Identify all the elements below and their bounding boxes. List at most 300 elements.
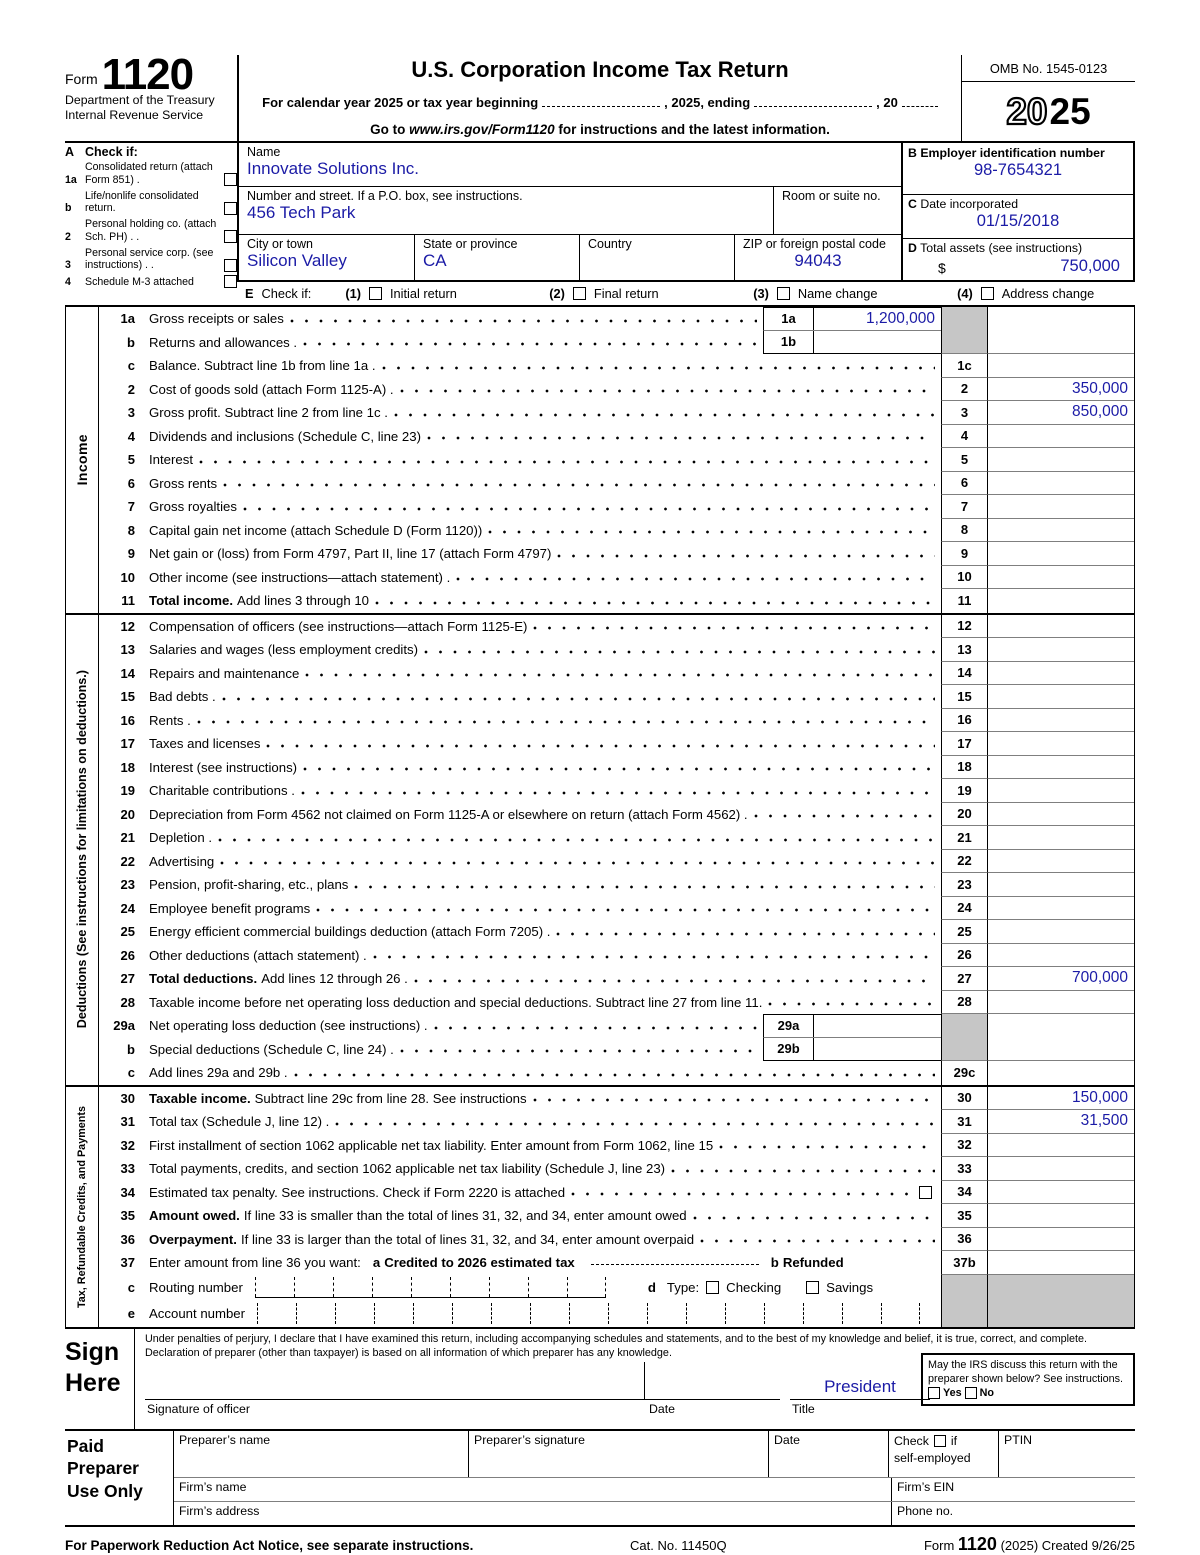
- street-value[interactable]: 456 Tech Park: [247, 203, 356, 222]
- form-line-35: 35 Amount owed. If line 33 is smaller than the total of lines 31, 32, and 34, enter amount owed 35: [99, 1204, 1134, 1228]
- line-29c-amount[interactable]: [987, 1061, 1134, 1085]
- calendar-mid: , 2025, ending: [664, 95, 751, 110]
- date-incorporated-value[interactable]: 01/15/2018: [976, 212, 1060, 230]
- if-label: if: [950, 1433, 958, 1448]
- form-line-30: 30 Taxable income. Subtract line 29c from line 28. See instructions 30 150,000: [99, 1087, 1134, 1111]
- room-field[interactable]: [773, 187, 901, 234]
- form-line-21: 21 Depletion . 21: [99, 826, 1134, 850]
- e-checkbox-1[interactable]: [369, 287, 382, 300]
- firm-name-field[interactable]: [174, 1478, 892, 1501]
- name-label: Name: [247, 145, 281, 159]
- state-field[interactable]: [414, 235, 579, 280]
- dot-leader: [488, 524, 935, 536]
- dot-leader: [290, 313, 757, 325]
- dot-leader: [400, 383, 935, 395]
- dot-leader: [303, 336, 757, 348]
- form-line-20: 20 Depreciation from Form 4562 not claimed on Form 1125-A or elsewhere on return (attach Form 4562) . 20: [99, 803, 1134, 827]
- dot-leader: [354, 879, 935, 891]
- line-10-amount[interactable]: [987, 566, 1134, 590]
- tax-year-beginning-blank[interactable]: [542, 95, 660, 107]
- tax-side-label: Tax, Refundable Credits, and Payments: [66, 1087, 99, 1327]
- date-incorporated-label: Date incorporated: [920, 197, 1019, 211]
- form-title-block: [237, 55, 962, 141]
- ein-label: Employer identification number: [920, 146, 1105, 160]
- line-37b-box-label: 37b: [941, 1251, 987, 1275]
- form-number-block: [65, 50, 237, 141]
- dot-leader: [557, 548, 935, 560]
- line-8-amount[interactable]: [987, 519, 1134, 543]
- city-value[interactable]: Silicon Valley: [247, 251, 347, 270]
- form-line-18: 18 Interest (see instructions) 18: [99, 756, 1134, 780]
- form-line-37c: [99, 1275, 1134, 1301]
- tax-year-ending-blank[interactable]: [754, 95, 872, 107]
- irs-url-link[interactable]: www.irs.gov/Form1120: [409, 122, 555, 137]
- street-label: Number and street. If a P.O. box, see instructions.: [247, 189, 523, 203]
- line-26-amount[interactable]: [987, 944, 1134, 968]
- phone-label: Phone no.: [897, 1503, 954, 1518]
- state-value[interactable]: CA: [423, 251, 447, 270]
- sign-here-label: Sign Here: [65, 1329, 135, 1429]
- tax-year: [962, 82, 1135, 141]
- line-17-amount[interactable]: [987, 732, 1134, 756]
- dot-leader: [768, 996, 935, 1008]
- shaded-cell: [941, 307, 987, 331]
- checkif-1a-checkbox[interactable]: [224, 173, 237, 186]
- e-checkbox-3[interactable]: [777, 287, 790, 300]
- shaded-cell: [941, 1275, 987, 1301]
- routing-number-label: Routing number: [149, 1280, 243, 1295]
- shaded-cell: [987, 1275, 1134, 1301]
- self-employed-field: [889, 1431, 999, 1477]
- form-line-17: 17 Taxes and licenses 17: [99, 732, 1134, 756]
- comb-cell: [567, 1277, 606, 1297]
- line-14-amount[interactable]: [987, 662, 1134, 686]
- line-16-amount[interactable]: [987, 709, 1134, 733]
- form-line-25: 25 Energy efficient commercial buildings deduction (attach Form 7205) . 25: [99, 920, 1134, 944]
- paid-preparer-section: [65, 1431, 1135, 1527]
- line-36-amount[interactable]: [987, 1228, 1134, 1252]
- preparer-date-field[interactable]: [769, 1431, 889, 1477]
- dollar-sign: $: [938, 260, 946, 276]
- form-line-1a: 1a Gross receipts or sales 1a 1,200,000: [99, 307, 1134, 331]
- credited-amount-blank[interactable]: [591, 1264, 759, 1265]
- line-21-amount[interactable]: [987, 826, 1134, 850]
- form-line-37: [99, 1251, 1134, 1275]
- checkif-item: b Life/nonlife consolidated return.: [65, 190, 237, 215]
- preparer-name-field[interactable]: [174, 1431, 469, 1477]
- page-footer: [65, 1527, 1135, 1555]
- line-31-amount[interactable]: 31,500: [987, 1110, 1134, 1134]
- paperwork-notice: For Paperwork Reduction Act Notice, see separate instructions.: [65, 1537, 474, 1553]
- section-e-label: Check if:: [261, 286, 312, 301]
- comb-cell: [372, 1277, 411, 1297]
- phone-field[interactable]: [892, 1502, 1135, 1525]
- line-1a-amount[interactable]: 1,200,000: [866, 309, 935, 327]
- form-line-13: 13 Salaries and wages (less employment credits) 13: [99, 638, 1134, 662]
- line-4-amount[interactable]: [987, 425, 1134, 449]
- line-3-amount[interactable]: 850,000: [987, 401, 1134, 425]
- checking-label: Checking: [726, 1280, 782, 1295]
- account-number-input[interactable]: [257, 1303, 920, 1324]
- form-line-4: 4 Dividends and inclusions (Schedule C, line 23) 4: [99, 425, 1134, 449]
- empty-cell: [987, 307, 1134, 331]
- discuss-yes-checkbox[interactable]: [928, 1387, 940, 1399]
- line-19-amount[interactable]: [987, 779, 1134, 803]
- zip-value[interactable]: 94043: [794, 251, 842, 270]
- form-line-10: 10 Other income (see instructions—attach statement) . 10: [99, 566, 1134, 590]
- title-line[interactable]: [790, 1362, 930, 1400]
- dot-leader: [693, 1210, 935, 1222]
- comb-cell: [725, 1303, 764, 1324]
- dot-leader: [382, 360, 935, 372]
- form-line-2: 2 Cost of goods sold (attach Form 1125-A) . 2 350,000: [99, 378, 1134, 402]
- shaded-cell: [941, 1301, 987, 1327]
- form-line-15: 15 Bad debts . 15: [99, 685, 1134, 709]
- officer-signature-line[interactable]: [145, 1362, 645, 1400]
- empty-cell: [987, 331, 1134, 355]
- comb-cell: [257, 1303, 296, 1324]
- dot-leader: [456, 571, 935, 583]
- e-option: (1) Initial return: [345, 286, 457, 301]
- title-value[interactable]: President: [824, 1376, 896, 1396]
- preparer-name-label: Preparer’s name: [179, 1432, 271, 1447]
- dot-leader: [223, 477, 935, 489]
- firm-address-label: Firm’s address: [179, 1503, 260, 1518]
- line-29b-amount[interactable]: [814, 1038, 941, 1061]
- line-5-amount[interactable]: [987, 448, 1134, 472]
- dot-leader: [400, 1043, 757, 1055]
- dot-leader: [556, 926, 935, 938]
- ptin-label: PTIN: [1004, 1432, 1033, 1447]
- comb-cell: [413, 1303, 452, 1324]
- form-line-28: 28 Taxable income before net operating loss deduction and special deductions. Subtract line 27 from line 11. 28: [99, 991, 1134, 1015]
- form-line-8: 8 Capital gain net income (attach Schedule D (Form 1120)) 8: [99, 519, 1134, 543]
- dot-leader: [197, 714, 935, 726]
- city-field[interactable]: [239, 235, 414, 280]
- comb-cell: [608, 1303, 647, 1324]
- checkif-item: 1a Consolidated return (attach Form 851) .: [65, 161, 237, 186]
- line-27-amount[interactable]: 700,000: [987, 967, 1134, 991]
- form-line-29a: 29a Net operating loss deduction (see instructions) . 29a: [99, 1014, 1134, 1038]
- line-12-amount[interactable]: [987, 615, 1134, 639]
- preparer-date-label: Date: [774, 1432, 800, 1447]
- line-1b-amount[interactable]: [814, 331, 941, 354]
- section-d-letter: D: [908, 241, 917, 255]
- form-line-1b: b Returns and allowances . 1b: [99, 331, 1134, 355]
- inner-amount-box: 1b: [763, 331, 941, 355]
- dot-leader: [375, 595, 935, 607]
- omb-year-block: [962, 55, 1135, 141]
- account-number-label: Account number: [149, 1306, 246, 1321]
- line-34-amount[interactable]: [987, 1181, 1134, 1205]
- dot-leader: [754, 808, 935, 820]
- total-assets-value[interactable]: 750,000: [1060, 257, 1120, 275]
- year-outline: 20: [1006, 91, 1048, 132]
- dot-leader: [316, 902, 935, 914]
- dot-leader: [533, 620, 935, 632]
- form-line-16: 16 Rents . 16: [99, 709, 1134, 733]
- firm-ein-label: Firm’s EIN: [897, 1479, 955, 1494]
- comb-cell: [764, 1303, 803, 1324]
- line-22-amount[interactable]: [987, 850, 1134, 874]
- checking-checkbox[interactable]: [706, 1281, 719, 1294]
- comb-cell: [842, 1303, 881, 1324]
- e-checkbox-2[interactable]: [573, 287, 586, 300]
- sign-here-section: [65, 1329, 1135, 1431]
- dot-leader: [434, 1020, 757, 1032]
- form-line-5: 5 Interest 5: [99, 448, 1134, 472]
- line-9-amount[interactable]: [987, 542, 1134, 566]
- dot-leader: [305, 667, 935, 679]
- comb-cell: [450, 1277, 489, 1297]
- firm-name-label: Firm’s name: [179, 1479, 247, 1494]
- signature-of-officer-label: Signature of officer: [147, 1401, 250, 1416]
- comb-cell: [374, 1303, 413, 1324]
- line-37b-letter: b: [770, 1255, 779, 1271]
- form-line-3: 3 Gross profit. Subtract line 2 from line 1c . 3 850,000: [99, 401, 1134, 425]
- line-11-amount[interactable]: [987, 589, 1134, 613]
- calendar-prefix: For calendar year 2025 or tax year beginning: [262, 95, 539, 110]
- calendar-year-line: [247, 95, 953, 110]
- state-label: State or province: [423, 237, 518, 251]
- form-line-37e: [99, 1301, 1134, 1327]
- dot-leader: [373, 949, 935, 961]
- goto-line: [247, 122, 953, 137]
- form-line-26: 26 Other deductions (attach statement) . 26: [99, 944, 1134, 968]
- line-6-amount[interactable]: [987, 472, 1134, 496]
- checkif-item: 4 Schedule M-3 attached: [65, 275, 237, 288]
- ein-value[interactable]: 98-7654321: [973, 161, 1063, 179]
- section-b-letter: B: [908, 146, 917, 160]
- date-label: Date: [649, 1401, 675, 1416]
- comb-cell: [296, 1303, 335, 1324]
- line-32-amount[interactable]: [987, 1134, 1134, 1158]
- dot-leader: [199, 454, 935, 466]
- comb-cell: [686, 1303, 725, 1324]
- form-line-32: 32 First installment of section 1062 applicable net tax liability. Enter amount from Form 1062, line 15 32: [99, 1134, 1134, 1158]
- dot-leader: [266, 738, 935, 750]
- line-37b-text: Refunded: [782, 1255, 844, 1271]
- empty-cell: [987, 1014, 1134, 1038]
- dot-leader: [301, 785, 935, 797]
- form-line-7: 7 Gross royalties 7: [99, 495, 1134, 519]
- form-line-24: 24 Employee benefit programs 24: [99, 897, 1134, 921]
- deductions-side-label: Deductions (See instructions for limitations on deductions.): [66, 615, 99, 1085]
- preparer-signature-field[interactable]: [469, 1431, 769, 1477]
- checkif-b-checkbox[interactable]: [224, 202, 237, 215]
- line-7-amount[interactable]: [987, 495, 1134, 519]
- comb-cell: [881, 1303, 920, 1324]
- form-line-31: 31 Total tax (Schedule J, line 12) . 31 31,500: [99, 1110, 1134, 1134]
- country-field[interactable]: [579, 235, 734, 280]
- ein-field[interactable]: [903, 143, 1133, 195]
- line-37a-letter: a: [372, 1255, 381, 1271]
- line-24-amount[interactable]: [987, 897, 1134, 921]
- self-employed-checkbox[interactable]: [934, 1435, 946, 1447]
- line-15-amount[interactable]: [987, 685, 1134, 709]
- dot-leader: [427, 430, 935, 442]
- comb-cell: [335, 1303, 374, 1324]
- comb-cell: [530, 1303, 569, 1324]
- line-37e-letter: e: [127, 1306, 135, 1321]
- dot-leader: [719, 1139, 935, 1151]
- savings-label: Savings: [826, 1280, 874, 1295]
- street-field[interactable]: [239, 187, 773, 234]
- savings-checkbox[interactable]: [806, 1281, 819, 1294]
- section-a-check-if: [65, 143, 237, 305]
- line-35-amount[interactable]: [987, 1204, 1134, 1228]
- line-37-text: Enter amount from line 36 you want:: [149, 1255, 361, 1271]
- comb-cell: [294, 1277, 333, 1297]
- line-30-amount[interactable]: 150,000: [987, 1087, 1134, 1111]
- section-e-letter: E: [245, 286, 254, 301]
- form-title: U.S. Corporation Income Tax Return: [411, 57, 789, 82]
- perjury-statement: Under penalties of perjury, I declare that I have examined this return, including accompanying schedules and statements, and to the best of my knowledge and belief, it is true, correct, and complete. Declaration of preparer (other than taxpayer) is based on all information of which preparer has any knowledge.: [145, 1332, 1088, 1359]
- e-option: (3) Name change: [753, 286, 878, 301]
- main-line-table: [65, 305, 1135, 1329]
- title-label: Title: [792, 1401, 815, 1416]
- line-13-amount[interactable]: [987, 638, 1134, 662]
- line-33-amount[interactable]: [987, 1157, 1134, 1181]
- name-value[interactable]: Innovate Solutions Inc.: [247, 159, 420, 178]
- form-footer-id: Form 1120 (2025) Created 9/26/25: [923, 1533, 1135, 1554]
- comb-cell: [333, 1277, 372, 1297]
- line-37a-text: Credited to 2026 estimated tax: [384, 1255, 575, 1271]
- line-37d-letter: d: [647, 1280, 656, 1295]
- date-incorporated-field[interactable]: [903, 195, 1133, 239]
- goto-pre: Go to: [370, 122, 410, 137]
- line-37-number: 37: [120, 1255, 135, 1271]
- comb-cell: [803, 1303, 842, 1324]
- shaded-cell: [941, 1038, 987, 1062]
- routing-number-input[interactable]: [255, 1277, 606, 1298]
- dept-line2: Internal Revenue Service: [65, 108, 204, 123]
- line-28-amount[interactable]: [987, 991, 1134, 1015]
- line-25-amount[interactable]: [987, 920, 1134, 944]
- inner-amount-box: 29a: [763, 1014, 941, 1038]
- comb-cell: [491, 1303, 530, 1324]
- section-c-letter: C: [908, 197, 917, 211]
- shaded-cell: [987, 1301, 1134, 1327]
- form-line-23: 23 Pension, profit-sharing, etc., plans 23: [99, 873, 1134, 897]
- checkif-item: 3 Personal service corp. (see instructions) . .: [65, 247, 237, 272]
- inner-amount-box: 29b: [763, 1038, 941, 1062]
- dot-leader: [394, 407, 935, 419]
- form-line-6: 6 Gross rents 6: [99, 472, 1134, 496]
- dot-leader: [294, 1067, 935, 1079]
- e-checkbox-4[interactable]: [981, 287, 994, 300]
- shaded-cell: [941, 1014, 987, 1038]
- dot-leader: [303, 761, 935, 773]
- form-line-14: 14 Repairs and maintenance 14: [99, 662, 1134, 686]
- checkif-3-checkbox[interactable]: [224, 259, 237, 272]
- omb-number: OMB No. 1545-0123: [962, 55, 1135, 82]
- income-side-label: Income: [66, 307, 99, 613]
- discuss-no-checkbox[interactable]: [965, 1387, 977, 1399]
- form-line-29c: c Add lines 29a and 29b . 29c: [99, 1061, 1134, 1085]
- dot-leader: [424, 644, 935, 656]
- form-line-27: 27 Total deductions. Add lines 12 through 26 . 27 700,000: [99, 967, 1134, 991]
- tax-year-yy-blank[interactable]: [902, 95, 938, 107]
- checkif-2-checkbox[interactable]: [224, 230, 237, 243]
- dot-leader: [218, 832, 935, 844]
- form-line-33: 33 Total payments, credits, and section 1062 applicable net tax liability (Schedule J, line 23) 33: [99, 1157, 1134, 1181]
- form-line-36: 36 Overpayment. If line 33 is larger than the total of lines 31, 32, and 34, enter amount overpaid 36: [99, 1228, 1134, 1252]
- no-label: No: [979, 1386, 995, 1399]
- line-2-amount[interactable]: 350,000: [987, 378, 1134, 402]
- form-line-22: 22 Advertising 22: [99, 850, 1134, 874]
- catalog-number: Cat. No. 11450Q: [630, 1537, 727, 1553]
- firm-address-field[interactable]: [174, 1502, 892, 1525]
- yes-label: Yes: [943, 1386, 962, 1399]
- form-line-34: 34 Estimated tax penalty. See instructions. Check if Form 2220 is attached 34: [99, 1181, 1134, 1205]
- form-line-11: 11 Total income. Add lines 3 through 10 11: [99, 589, 1134, 613]
- checkif-4-checkbox[interactable]: [224, 275, 237, 288]
- e-option: (4) Address change: [957, 286, 1095, 301]
- line-29a-amount[interactable]: [814, 1015, 941, 1037]
- form-line-9: 9 Net gain or (loss) from Form 4797, Part II, line 17 (attach Form 4797) 9: [99, 542, 1134, 566]
- inner-amount-box: 1a 1,200,000: [763, 307, 941, 331]
- room-label: Room or suite no.: [782, 189, 881, 203]
- entity-block: [239, 143, 901, 280]
- may-irs-discuss-text: May the IRS discuss this return with the preparer shown below? See instructions.: [928, 1358, 1124, 1385]
- checkif-item: 2 Personal holding co. (attach Sch. PH) . .: [65, 218, 237, 243]
- zip-field[interactable]: [734, 235, 901, 280]
- line-1c-amount[interactable]: [987, 354, 1134, 378]
- preparer-signature-label: Preparer’s signature: [474, 1432, 585, 1447]
- comb-cell: [255, 1277, 294, 1297]
- empty-cell: [987, 1038, 1134, 1062]
- tax-credits-section: [66, 1085, 1134, 1327]
- comb-cell: [452, 1303, 491, 1324]
- line-23-amount[interactable]: [987, 873, 1134, 897]
- form-line-12: 12 Compensation of officers (see instructions—attach Form 1125-E) 12: [99, 615, 1134, 639]
- comb-cell: [569, 1303, 608, 1324]
- section-a-label: Check if:: [85, 145, 138, 159]
- firm-ein-field[interactable]: [892, 1478, 1135, 1501]
- total-assets-field[interactable]: [903, 239, 1133, 280]
- comb-cell: [411, 1277, 450, 1297]
- name-field[interactable]: [239, 143, 901, 186]
- section-a-letter: A: [65, 145, 75, 159]
- calendar-end: , 20: [876, 95, 898, 110]
- line-37b-amount[interactable]: [987, 1251, 1134, 1275]
- form-number: 1120: [101, 50, 194, 99]
- zip-label: ZIP or foreign postal code: [743, 237, 886, 251]
- line-37c-letter: c: [127, 1280, 135, 1295]
- comb-cell: [489, 1277, 528, 1297]
- section-e-check-if: [237, 282, 1135, 305]
- deductions-section: [66, 613, 1134, 1085]
- year-solid: 25: [1049, 91, 1091, 132]
- dot-leader: [222, 691, 935, 703]
- comb-cell: [647, 1303, 686, 1324]
- line-20-amount[interactable]: [987, 803, 1134, 827]
- ptin-field[interactable]: [999, 1431, 1135, 1477]
- line-18-amount[interactable]: [987, 756, 1134, 780]
- dot-leader: [700, 1233, 935, 1245]
- dot-leader: [414, 973, 935, 985]
- may-irs-discuss-box: [921, 1353, 1135, 1406]
- goto-post: for instructions and the latest information.: [554, 122, 830, 137]
- e-option: (2) Final return: [549, 286, 659, 301]
- signature-date-line[interactable]: [645, 1362, 780, 1400]
- form-word: Form: [65, 71, 98, 88]
- dot-leader: [533, 1092, 935, 1104]
- dot-leader: [335, 1116, 935, 1128]
- form-line-29b: b Special deductions (Schedule C, line 24) . 29b: [99, 1038, 1134, 1062]
- form-2220-checkbox[interactable]: [919, 1186, 932, 1199]
